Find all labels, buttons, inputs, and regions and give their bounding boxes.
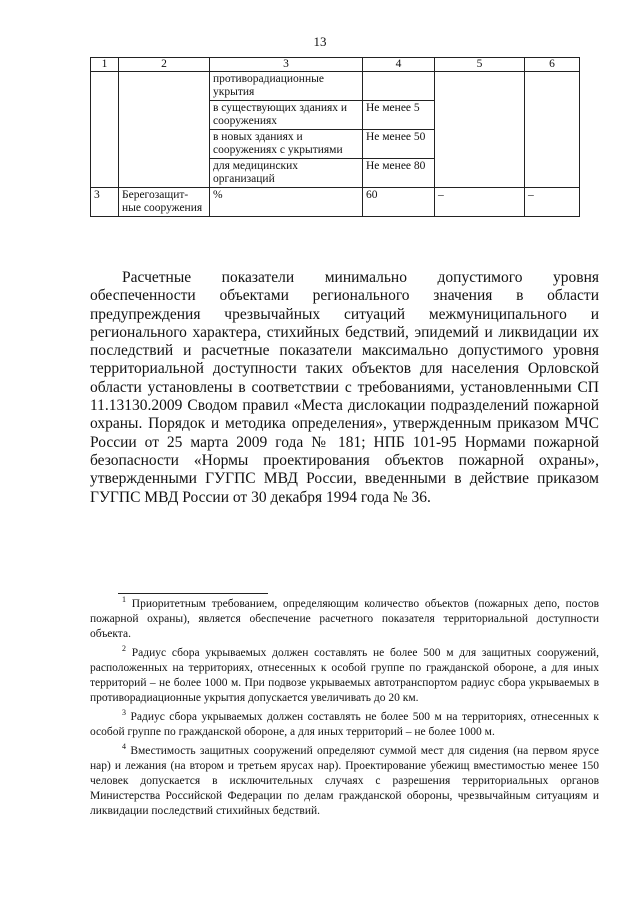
table-cell: – [435,188,525,217]
footnote-text: Приоритетным требованием, определяющим количество объектов (пожарных депо, постов пожарной охраны), является обеспечение расчетного показателя территориальной доступности объекта. [90,598,600,640]
footnotes-section [90,597,599,823]
table-header-cell: 5 [435,58,525,72]
table-row [91,72,580,101]
table-row [91,188,580,217]
footnote [90,710,599,740]
table-header-row [91,58,580,72]
table-header-cell: 2 [119,58,210,72]
table-cell-empty [363,72,435,101]
footnote [90,744,599,819]
table-header-cell: 4 [363,58,435,72]
table-cell-empty [435,72,525,188]
table-cell: – [525,188,580,217]
footnote-marker: 2 [122,644,126,654]
footnote-text: Вместимость защитных сооружений определяют суммой мест для сидения (на первом ярусе нар) и лежания (на втором и третьем ярусах нар). Проектирование убежищ вместимостью менее 150 человек допускается в исключительных случаях с разрешения территориальных органов Министерства Российской Федерации по делам гражданской обороны, чрезвычайным ситуациям и ликвидации последствий стихийных бедствий. [90,745,599,817]
footnote [90,597,599,642]
table-cell-empty [525,72,580,188]
footnote-text: Радиус сбора укрываемых должен составлять не более 500 м на территориях, отнесенных к особой группе по гражданской обороне, а для иных территорий – не более 1000 м. [90,711,599,738]
table-cell: Берегозащит-ные сооружения [119,188,210,217]
data-table [90,57,580,217]
table-cell: 3 [91,188,119,217]
table-cell: в существующих зданиях и сооружениях [210,101,363,130]
footnote-marker: 4 [122,742,126,752]
table-cell: противорадиационные укрытия [210,72,363,101]
footnote-marker: 1 [122,595,126,605]
page-number: 13 [313,34,327,49]
footnote-marker: 3 [122,708,126,718]
table-cell-empty [119,72,210,188]
table-cell: в новых зданиях и сооружениях с укрытиями [210,130,363,159]
footnote [90,646,599,706]
table-cell: 60 [363,188,435,217]
table-cell-empty [91,72,119,188]
footnote-divider [118,593,268,594]
table-cell: Не менее 50 [363,130,435,159]
footnote-text: Радиус сбора укрываемых должен составлять не более 500 м для защитных сооружений, расположенных на территориях, отнесенных к особой группе по гражданской обороне, а для иных территорий – не более 1000 м. При подвозе укрываемых автотранспортом радиус сбора укрываемых в противорадиационные укрытия допускается увеличивать до 20 км. [90,647,600,704]
table-header-cell: 3 [210,58,363,72]
table-cell: Не менее 80 [363,159,435,188]
table-header-cell: 6 [525,58,580,72]
table-cell: для медицинских организаций [210,159,363,188]
table-cell: % [210,188,363,217]
main-paragraph: Расчетные показатели минимально допустимого уровня обеспеченности объектами регионального значения в области предупреждения чрезвычайных ситуаций межмуниципального и регионального характера, стихийных бедствий, эпидемий и ликвидации их последствий и расчетные показатели максимально допустимого уровня территориальной доступности таких объектов для населения Орловской области установлены в соответствии с требованиями, установленными СП 11.13130.2009 Сводом правил «Места дислокации подразделений пожарной охраны. Порядок и методика определения», утвержденным приказом МЧС России от 25 марта 2009 года № 181; НПБ 101-95 Нормами пожарной безопасности «Нормы проектирования объектов пожарной охраны», утвержденными ГУГПС МВД России, введенными в действие приказом ГУГПС МВД России от 30 декабря 1994 года № 36. [90,269,599,506]
table-header-cell: 1 [91,58,119,72]
table-cell: Не менее 5 [363,101,435,130]
